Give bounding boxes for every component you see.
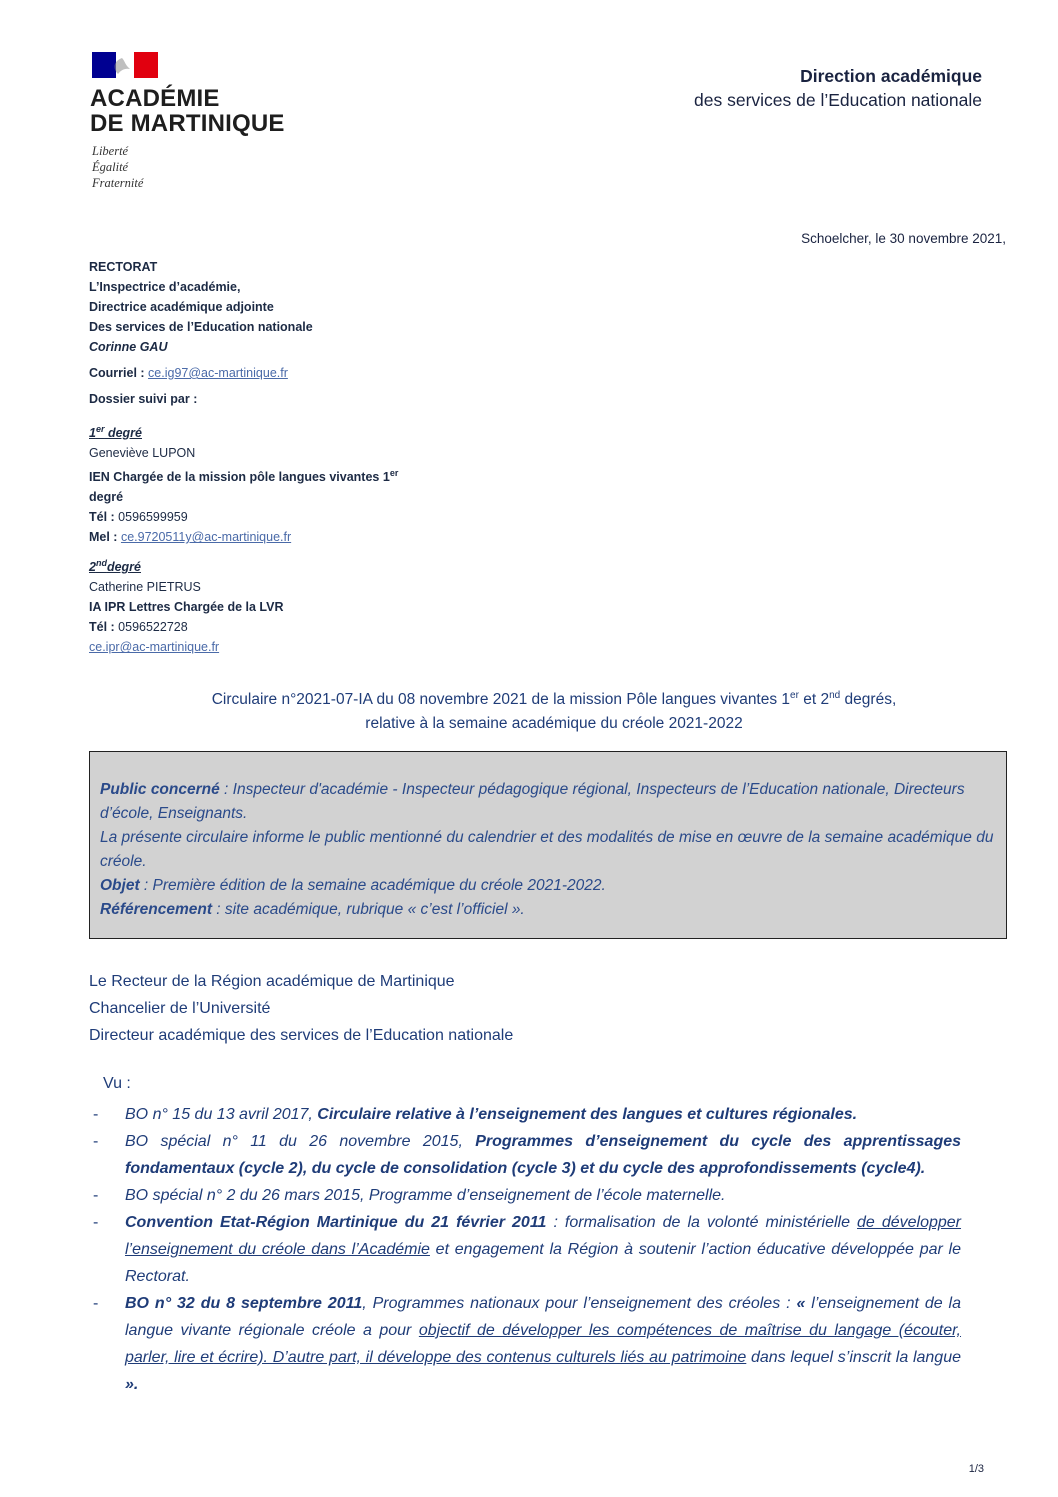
item5-quote-open: «: [796, 1295, 812, 1312]
motto-egalite: Égalité: [92, 160, 129, 174]
box-objet: [100, 874, 996, 898]
header-direction: Direction académique: [800, 66, 982, 86]
first-degree-word: degré: [104, 426, 142, 441]
first-degree-role-end: degré: [89, 490, 124, 505]
sender-role-2: Directrice académique adjointe: [89, 300, 274, 314]
first-degree-mel: [89, 527, 449, 547]
first-degree-tel: [89, 507, 449, 527]
item4-text-a: : formalisation de la volonté ministérielle: [546, 1214, 858, 1231]
logo-title-line1: ACADÉMIE: [90, 85, 220, 112]
second-degree-heading: [89, 553, 449, 577]
item5-quote-close: ».: [125, 1376, 139, 1393]
first-degree-tel-label: Tél :: [89, 510, 119, 525]
logo-title-line2: DE MARTINIQUE: [90, 110, 285, 137]
second-degree-role: IA IPR Lettres Chargée de la LVR: [89, 600, 284, 615]
rector-line-3: Directeur académique des services de l’Education nationale: [89, 1027, 514, 1044]
box-public-text: : Inspecteur d'académie - Inspecteur pédagogique régional, Inspecteurs de l’Education nationale, Directeurs d’école, Enseignants.: [100, 781, 965, 822]
sender-role-1: L’Inspectrice d’académie,: [89, 280, 241, 294]
letter-date: Schoelcher, le 30 novembre 2021,: [801, 231, 1006, 246]
item1-title: Circulaire relative à l’enseignement des langues et cultures régionales.: [317, 1106, 858, 1123]
first-degree-mel-link[interactable]: ce.9720511y@ac-martinique.fr: [120, 530, 292, 545]
first-degree-role-text: IEN Chargée de la mission pôle langues vivantes 1: [89, 470, 390, 485]
list-item: [89, 1128, 961, 1182]
page-number: 1/3: [968, 1463, 984, 1475]
second-degree-tel-value: 0596522728: [118, 620, 188, 635]
second-degree-num: 2: [89, 560, 96, 575]
box-objet-label: Objet: [100, 877, 140, 894]
rector-line-2: Chancelier de l’Université: [89, 1000, 271, 1017]
item4-text-b: et engagement la Région à soutenir l’action éducative développée par le Rectorat.: [125, 1241, 962, 1285]
sender-rectorat: RECTORAT: [89, 260, 158, 274]
circular-title-line2: relative à la semaine académique du créole 2021-2022: [365, 715, 743, 733]
circular-title: [89, 684, 1019, 736]
item5-text-b: l’enseignement de la langue vivante régionale créole a pour: [125, 1295, 962, 1339]
sender-block: [89, 257, 449, 657]
dossier-label: Dossier suivi par :: [89, 392, 198, 406]
box-ref-label: Référencement: [100, 901, 212, 918]
summary-box: [89, 751, 1007, 939]
motto-liberte: Liberté: [92, 144, 129, 158]
item3-text: BO spécial n° 2 du 26 mars 2015, Programme d’enseignement de l’école maternelle.: [125, 1187, 726, 1204]
list-dash: -: [93, 1187, 99, 1204]
second-degree-email-link[interactable]: ce.ipr@ac-martinique.fr: [89, 640, 220, 655]
box-referencement: [100, 898, 996, 922]
box-public: [100, 778, 996, 826]
references-list: [89, 1101, 961, 1398]
second-degree-word: degré: [106, 560, 141, 575]
box-objet-text: : Première édition de la semaine académique du créole 2021-2022.: [139, 877, 606, 894]
list-dash: -: [93, 1106, 99, 1123]
box-info: La présente circulaire informe le public mentionné du calendrier et des modalités de mise en œuvre de la semaine académique du créole.: [100, 829, 994, 870]
sender-courriel: [89, 363, 449, 383]
second-degree-name: Catherine PIETRUS: [89, 580, 201, 595]
first-degree-name: Geneviève LUPON: [89, 446, 196, 461]
circular-l1-sup2: nd: [829, 690, 841, 701]
item5-underlined: objectif de développer les compétences de maîtrise du langage (écouter, parler, lire et écrire). D’autre part, il développe des contenus culturels liés au patrimoine: [125, 1322, 962, 1366]
rector-block: [89, 968, 513, 1049]
logo-motto: [92, 143, 143, 191]
circular-l1b: et 2: [798, 691, 830, 709]
list-item: [89, 1209, 961, 1290]
second-degree-tel: [89, 617, 449, 637]
sender-role-3: Des services de l’Education nationale: [89, 320, 313, 334]
list-dash: -: [93, 1133, 99, 1150]
motto-fraternite: Fraternité: [92, 176, 144, 190]
item5-text-c: dans lequel s’inscrit la langue: [746, 1349, 961, 1366]
second-degree-tel-label: Tél :: [89, 620, 119, 635]
list-dash: -: [93, 1295, 99, 1312]
first-degree-num: 1: [89, 426, 96, 441]
circular-title-line1: [89, 684, 1019, 712]
header-services: des services de l’Education nationale: [694, 90, 982, 110]
item5-title: BO n° 32 du 8 septembre 2011: [125, 1295, 363, 1312]
circular-l1c: degrés,: [840, 691, 897, 709]
item2-title: Programmes d’enseignement du cycle des apprentissages fondamentaux (cycle 2), du cycle de consolidation (cycle 3) et du cycle des approfondissements (cycle4).: [125, 1133, 962, 1177]
first-degree-tel-value: 0596599959: [118, 510, 188, 525]
list-dash: -: [93, 1214, 99, 1231]
box-public-label: Public concerné: [100, 781, 220, 798]
box-ref-text: : site académique, rubrique « c’est l’officiel ».: [212, 901, 525, 918]
item2-ref: BO spécial n° 11 du 26 novembre 2015,: [125, 1133, 476, 1150]
item5-text-a: , Programmes nationaux pour l’enseignement des créoles :: [362, 1295, 797, 1312]
list-item: [89, 1101, 961, 1128]
list-item: [89, 1290, 961, 1398]
republic-flag-logo: [92, 52, 158, 78]
rector-line-1: Le Recteur de la Région académique de Martinique: [89, 973, 455, 990]
second-degree-sup: nd: [95, 558, 107, 569]
first-degree-heading: [89, 419, 449, 443]
academy-logo-title: [90, 86, 285, 136]
item4-underlined: de développer l’enseignement du créole dans l’Académie: [125, 1214, 962, 1258]
first-degree-role-sup: er: [389, 468, 399, 479]
courriel-link[interactable]: ce.ig97@ac-martinique.fr: [148, 366, 288, 380]
circular-l1-sup1: er: [790, 690, 799, 701]
item4-title: Convention Etat-Région Martinique du 21 février 2011: [125, 1214, 547, 1231]
first-degree-mel-label: Mel :: [89, 530, 121, 545]
first-degree-role: [89, 463, 449, 507]
courriel-label: Courriel :: [89, 366, 149, 380]
vu-label: Vu :: [103, 1075, 131, 1092]
sender-name: Corinne GAU: [89, 340, 168, 354]
first-degree-sup: er: [95, 424, 105, 434]
list-item: [89, 1182, 961, 1209]
circular-l1a: Circulaire n°2021-07-IA du 08 novembre 2021 de la mission Pôle langues vivantes 1: [211, 691, 791, 709]
item1-ref: BO n° 15 du 13 avril 2017,: [125, 1106, 318, 1123]
